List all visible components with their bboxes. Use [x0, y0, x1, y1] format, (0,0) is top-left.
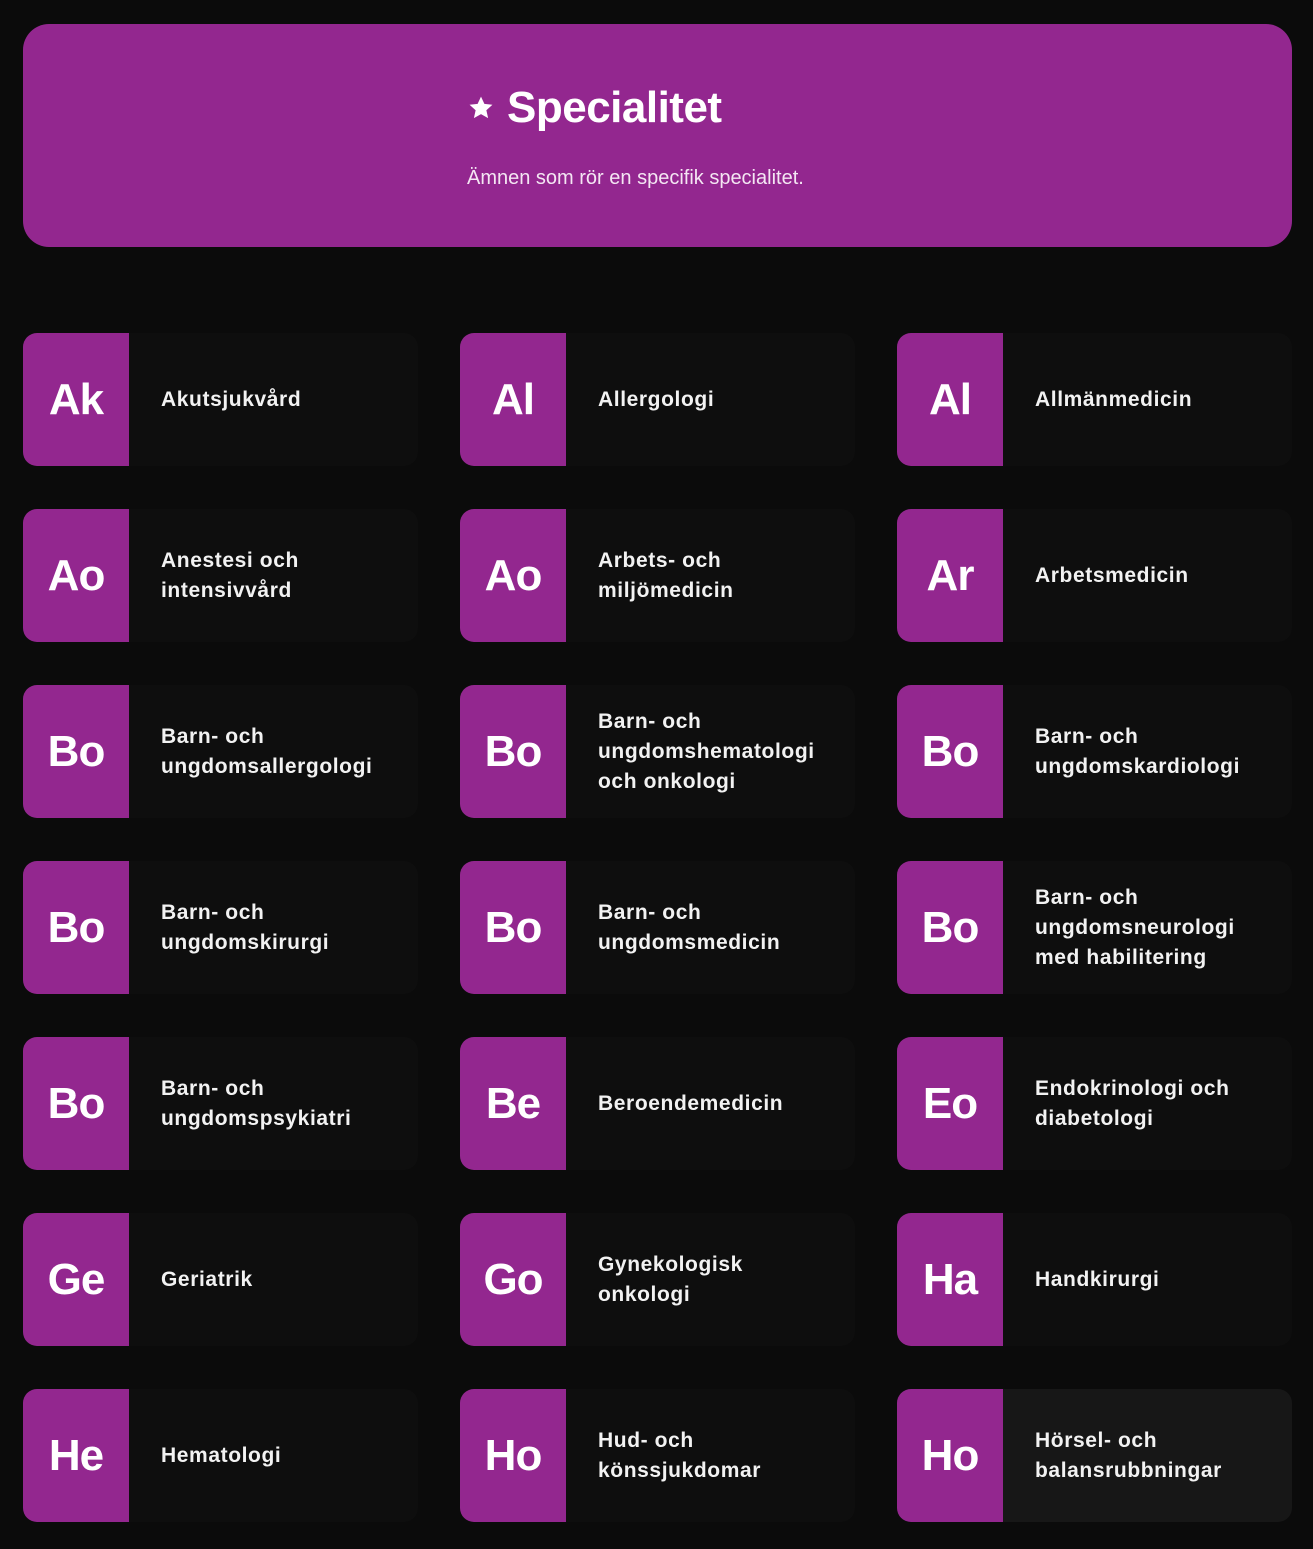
specialty-card[interactable] [23, 509, 418, 642]
specialty-abbreviation-badge [23, 1389, 129, 1522]
specialty-label: Barn- och ungdomsneurologi med habilitering [1035, 885, 1235, 969]
specialty-abbreviation-badge [460, 861, 566, 994]
specialty-label: Beroendemedicin [598, 1091, 784, 1115]
specialty-abbreviation-badge [460, 1037, 566, 1170]
specialty-abbreviation: Eo [922, 1078, 978, 1128]
specialty-abbreviation: Al [492, 374, 534, 424]
specialty-label: Endokrinologi och diabetologi [1035, 1076, 1230, 1130]
specialty-abbreviation-badge [460, 333, 566, 466]
specialty-label: Arbetsmedicin [1035, 563, 1189, 587]
specialty-abbreviation: He [48, 1430, 104, 1480]
specialty-abbreviation-badge [897, 509, 1003, 642]
specialty-abbreviation: Ho [484, 1430, 542, 1480]
specialty-card[interactable] [23, 685, 418, 818]
specialty-card[interactable] [460, 685, 855, 818]
specialty-label: Allmänmedicin [1035, 387, 1193, 411]
specialty-label: Hud- och könssjukdomar [598, 1428, 762, 1482]
specialty-abbreviation-badge [897, 1213, 1003, 1346]
specialty-abbreviation-badge [23, 333, 129, 466]
specialty-abbreviation: Bo [484, 726, 542, 776]
specialty-label: Handkirurgi [1035, 1267, 1160, 1291]
specialty-label: Barn- och ungdomskardiologi [1035, 724, 1241, 778]
specialty-card[interactable] [897, 509, 1292, 642]
specialty-abbreviation: Ha [922, 1254, 978, 1304]
category-header-content [467, 83, 804, 189]
star-icon [467, 94, 495, 122]
specialty-card[interactable] [23, 861, 418, 994]
page-title: Specialitet [507, 83, 722, 132]
specialty-abbreviation-badge [460, 1389, 566, 1522]
specialty-label: Anestesi och intensivvård [161, 548, 299, 602]
specialty-abbreviation: Bo [47, 902, 105, 952]
specialty-card[interactable] [23, 1213, 418, 1346]
specialty-abbreviation: Go [483, 1254, 543, 1304]
specialty-card[interactable] [460, 1037, 855, 1170]
specialty-label: Barn- och ungdomspsykiatri [161, 1076, 352, 1130]
specialty-card[interactable] [897, 861, 1292, 994]
specialty-card[interactable] [460, 1389, 855, 1522]
specialty-abbreviation-badge [897, 685, 1003, 818]
specialty-abbreviation-badge [23, 685, 129, 818]
specialty-label: Arbets- och miljömedicin [598, 548, 734, 602]
category-title-row [467, 83, 804, 132]
specialty-grid [23, 333, 1292, 1522]
specialty-card[interactable] [460, 1213, 855, 1346]
specialty-abbreviation: Bo [921, 902, 979, 952]
category-header [23, 24, 1292, 247]
specialty-card[interactable] [897, 685, 1292, 818]
specialty-label: Barn- och ungdomsallergologi [161, 724, 373, 778]
specialty-abbreviation: Ho [921, 1430, 979, 1480]
specialty-abbreviation: Ao [47, 550, 105, 600]
specialty-abbreviation: Al [929, 374, 971, 424]
specialty-abbreviation-badge [897, 1037, 1003, 1170]
specialty-card[interactable] [460, 509, 855, 642]
specialty-card[interactable] [460, 861, 855, 994]
specialty-abbreviation-badge [460, 1213, 566, 1346]
specialty-label: Gynekologisk onkologi [598, 1252, 743, 1306]
specialty-label: Hematologi [161, 1443, 282, 1467]
specialty-abbreviation: Ao [484, 550, 542, 600]
specialty-card[interactable] [23, 1389, 418, 1522]
specialty-abbreviation-badge [897, 861, 1003, 994]
specialty-card[interactable] [897, 1389, 1292, 1522]
specialty-label: Allergologi [598, 387, 715, 411]
specialty-abbreviation-badge [23, 509, 129, 642]
specialty-card[interactable] [897, 333, 1292, 466]
specialty-label: Barn- och ungdomshematologi och onkologi [598, 709, 815, 793]
specialty-card[interactable] [897, 1213, 1292, 1346]
page-subtitle: Ämnen som rör en specifik specialitet. [467, 167, 804, 189]
specialty-abbreviation: Bo [47, 1078, 105, 1128]
specialty-abbreviation-badge [460, 685, 566, 818]
specialty-abbreviation: Bo [484, 902, 542, 952]
specialty-abbreviation-badge [460, 509, 566, 642]
specialty-card[interactable] [23, 1037, 418, 1170]
specialty-label: Geriatrik [161, 1267, 253, 1291]
specialty-abbreviation-badge [23, 861, 129, 994]
specialty-abbreviation-badge [23, 1037, 129, 1170]
specialty-abbreviation-badge [897, 1389, 1003, 1522]
specialty-card[interactable] [23, 333, 418, 466]
specialty-abbreviation-badge [23, 1213, 129, 1346]
specialty-abbreviation: Ar [926, 550, 974, 600]
specialty-abbreviation: Be [485, 1078, 541, 1128]
specialty-abbreviation: Ak [48, 374, 104, 424]
specialty-label: Akutsjukvård [161, 387, 302, 411]
specialty-abbreviation: Ge [47, 1254, 105, 1304]
specialty-card[interactable] [897, 1037, 1292, 1170]
specialty-abbreviation-badge [897, 333, 1003, 466]
specialty-card[interactable] [460, 333, 855, 466]
specialty-label: Barn- och ungdomskirurgi [161, 900, 330, 954]
specialty-abbreviation: Bo [47, 726, 105, 776]
specialty-label: Hörsel- och balansrubbningar [1035, 1428, 1222, 1482]
specialty-label: Barn- och ungdomsmedicin [598, 900, 781, 954]
specialty-abbreviation: Bo [921, 726, 979, 776]
